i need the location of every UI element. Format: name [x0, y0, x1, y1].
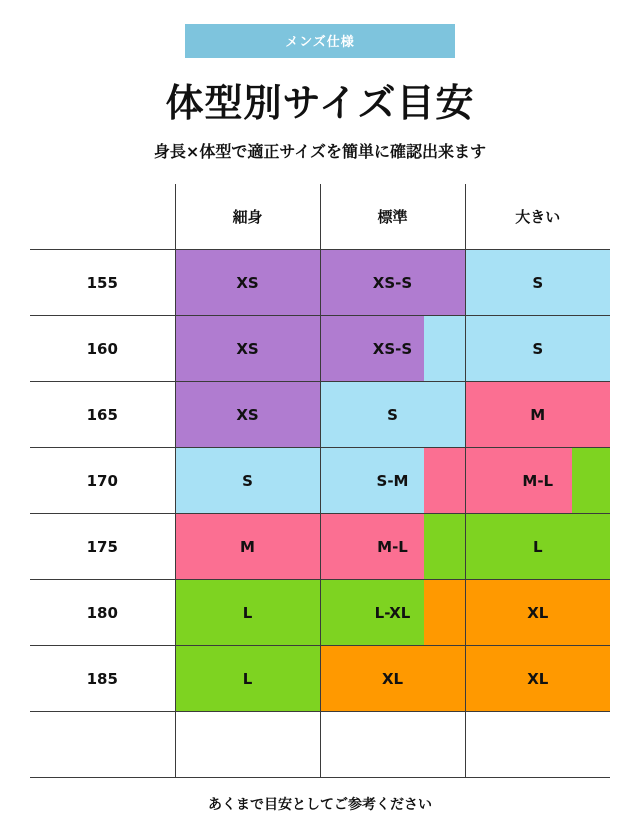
size-label: L: [242, 669, 253, 688]
size-label: S: [532, 339, 544, 358]
size-label: M-L: [522, 471, 554, 490]
mens-badge: メンズ仕様: [185, 24, 455, 58]
row-header-height: 170: [30, 448, 175, 514]
table-row: [30, 646, 610, 712]
size-table: [30, 184, 610, 778]
cell-color-band: [424, 514, 464, 579]
row-header-height: 160: [30, 316, 175, 382]
size-label: S: [387, 405, 398, 424]
row-header-height: 155: [30, 250, 175, 316]
table-row: [30, 448, 610, 514]
cell-color-band: [572, 448, 610, 513]
size-cell: [175, 382, 320, 448]
size-label: S: [532, 273, 544, 292]
size-label: XL: [381, 669, 404, 688]
size-cell: [175, 250, 320, 316]
size-cell: [320, 580, 465, 646]
size-label: M-L: [377, 537, 408, 556]
size-cell: [320, 382, 465, 448]
size-cell: [465, 316, 610, 382]
row-header-height: 185: [30, 646, 175, 712]
page-subtitle: 身長×体型で適正サイズを簡単に確認出来ます: [153, 142, 487, 161]
size-label: XL: [527, 603, 549, 622]
size-label: M: [530, 405, 546, 424]
table-row: [30, 316, 610, 382]
table-body: [30, 250, 610, 712]
size-cell: [465, 514, 610, 580]
cell-color-band: [424, 580, 464, 645]
size-label: M: [240, 537, 255, 556]
size-cell: [465, 580, 610, 646]
table-row: [30, 514, 610, 580]
size-cell: [320, 316, 465, 382]
size-label: S-M: [376, 471, 409, 490]
size-label: XS: [236, 273, 259, 292]
size-table-wrap: [30, 184, 610, 778]
row-header-height: 180: [30, 580, 175, 646]
table-row: [30, 250, 610, 316]
table-head: [30, 184, 610, 250]
size-cell: [465, 448, 610, 514]
size-cell: [320, 250, 465, 316]
corner-cell: [30, 184, 175, 250]
column-header-0: 細身: [175, 184, 320, 250]
size-label: L: [532, 537, 543, 556]
footer-note: あくまで目安としてご参考ください: [208, 797, 432, 813]
size-cell: [320, 514, 465, 580]
size-label: L: [242, 603, 253, 622]
page-title: 体型別サイズ目安: [165, 81, 475, 125]
size-label: XS-S: [372, 273, 413, 292]
size-label: L-XL: [374, 603, 411, 622]
size-cell: [175, 580, 320, 646]
table-row: [30, 580, 610, 646]
column-header-row: [30, 184, 610, 250]
size-label: S: [242, 471, 253, 490]
size-cell: [465, 250, 610, 316]
size-label: XS-S: [372, 339, 413, 358]
size-cell: [465, 382, 610, 448]
badge-row: [0, 0, 640, 58]
size-label: XS: [236, 405, 259, 424]
cell-color-band: [424, 316, 464, 381]
size-label: XL: [527, 669, 549, 688]
size-cell: [175, 316, 320, 382]
size-cell: [175, 448, 320, 514]
row-header-height: 175: [30, 514, 175, 580]
size-label: XS: [236, 339, 259, 358]
row-header-height: 165: [30, 382, 175, 448]
cell-color-band: [424, 448, 464, 513]
size-cell: [320, 646, 465, 712]
size-cell: [175, 514, 320, 580]
table-row: [30, 382, 610, 448]
column-header-1: 標準: [320, 184, 465, 250]
size-cell: [465, 646, 610, 712]
column-header-2: 大きい: [465, 184, 610, 250]
size-cell: [320, 448, 465, 514]
size-cell: [175, 646, 320, 712]
